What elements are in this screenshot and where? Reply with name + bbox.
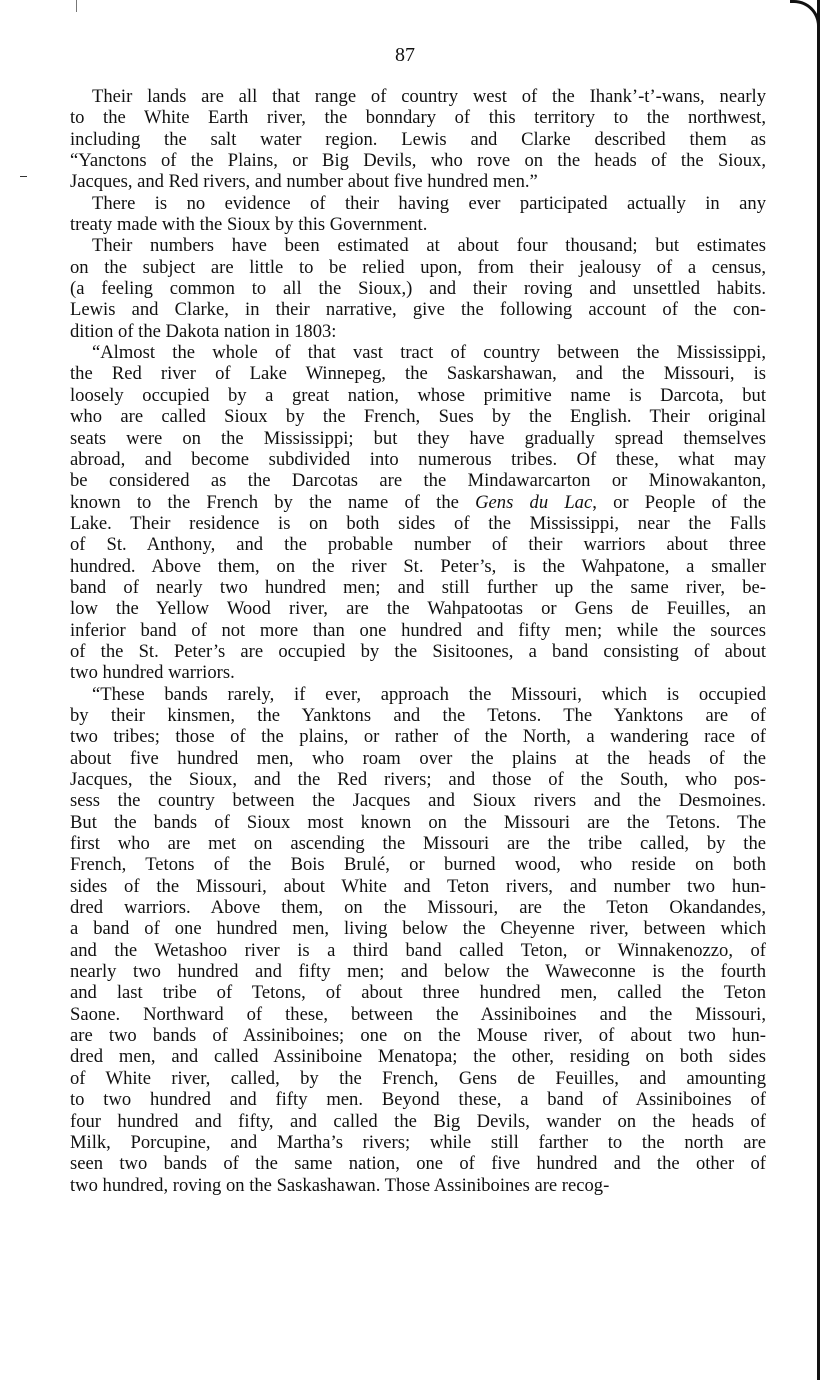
text-line: Milk, Porcupine, and Martha’s rivers; while still farther to the north are xyxy=(70,1131,766,1153)
text-line: But the bands of Sioux most known on the Missouri are the Tetons. The xyxy=(70,811,766,833)
text-line: dition of the Dakota nation in 1803: xyxy=(70,320,337,342)
text-line: by their kinsmen, the Yanktons and the Tetons. The Yanktons are of xyxy=(70,704,766,726)
page-corner xyxy=(790,0,820,30)
paragraph xyxy=(70,684,766,1196)
paragraph xyxy=(70,235,766,342)
text-line: four hundred and fifty, and called the Big Devils, wander on the heads of xyxy=(70,1110,766,1132)
text-line: low the Yellow Wood river, are the Wahpatootas or Gens de Feuilles, an xyxy=(70,598,766,620)
italic-phrase: Gens du Lac xyxy=(475,491,593,513)
text-line: sess the country between the Jacques and Sioux rivers and the Desmoines. xyxy=(70,790,766,812)
text-line: of White river, called, by the French, Gens de Feuilles, and amounting xyxy=(70,1067,766,1089)
text-line: on the subject are little to be relied upon, from their jealousy of a census, xyxy=(70,256,766,278)
text-line: two tribes; those of the plains, or rather of the North, a wandering race of xyxy=(70,726,766,748)
paragraph xyxy=(70,342,766,684)
paragraph xyxy=(70,86,766,193)
text-line: are two bands of Assiniboines; one on the Mouse river, of about two hun- xyxy=(70,1025,766,1047)
text-line: of the St. Peter’s are occupied by the Sisitoones, a band consisting of about xyxy=(70,640,766,662)
text-line: the Red river of Lake Winnepeg, the Saskarshawan, and the Missouri, is xyxy=(70,363,766,385)
text-line: and last tribe of Tetons, of about three hundred men, called the Teton xyxy=(70,982,766,1004)
body-text xyxy=(70,86,766,1196)
text-line: “Almost the whole of that vast tract of country between the Mississippi, xyxy=(92,342,766,364)
text-line: inferior band of not more than one hundred and fifty men; while the sources xyxy=(70,619,766,641)
text-line: Their numbers have been estimated at about four thousand; but estimates xyxy=(92,235,766,257)
text-line: (a feeling common to all the Sioux,) and their roving and unsettled habits. xyxy=(70,278,766,300)
text-line: dred men, and called Assiniboine Menatopa; the other, residing on both sides xyxy=(70,1046,766,1068)
text-line: treaty made with the Sioux by this Government. xyxy=(70,214,428,236)
text-line: including the salt water region. Lewis and Clarke described them as xyxy=(70,128,766,150)
text-line: about five hundred men, who roam over the plains at the heads of the xyxy=(70,747,766,769)
text-line: two hundred warriors. xyxy=(70,662,235,684)
text-line: nearly two hundred and fifty men; and below the Waweconne is the fourth xyxy=(70,961,766,983)
text-line: first who are met on ascending the Missouri are the tribe called, by the xyxy=(70,833,766,855)
text-line: seats were on the Mississippi; but they have gradually spread themselves xyxy=(70,427,766,449)
text-line: sides of the Missouri, about White and Teton rivers, and number two hun- xyxy=(70,875,766,897)
text-line: hundred. Above them, on the river St. Peter’s, is the Wahpatone, a smaller xyxy=(70,555,766,577)
text-line: be considered as the Darcotas are the Mindawarcarton or Minowakanton, xyxy=(70,470,766,492)
text-line: “Yanctons of the Plains, or Big Devils, who rove on the heads of the Sioux, xyxy=(70,150,766,172)
text-line: band of nearly two hundred men; and still further up the same river, be- xyxy=(70,576,766,598)
text-line: seen two bands of the same nation, one of five hundred and the other of xyxy=(70,1153,766,1175)
text-line: Lake. Their residence is on both sides of the Mississippi, near the Falls xyxy=(70,512,766,534)
text-line: known to the French by the name of the Gens du Lac, or People of the xyxy=(70,491,766,513)
text-line: Lewis and Clarke, in their narrative, give the following account of the con- xyxy=(70,299,766,321)
page-number: 87 xyxy=(395,44,415,66)
text-line: “These bands rarely, if ever, approach the Missouri, which is occupied xyxy=(92,683,766,705)
text-line: a band of one hundred men, living below the Cheyenne river, between which xyxy=(70,918,766,940)
text-line: French, Tetons of the Bois Brulé, or burned wood, who reside on both xyxy=(70,854,766,876)
text-line: dred warriors. Above them, on the Missouri, are the Teton Okandandes, xyxy=(70,897,766,919)
scan-mark-margin xyxy=(20,176,27,177)
text-line: and the Wetashoo river is a third band called Teton, or Winnakenozzo, of xyxy=(70,939,766,961)
text-line: Jacques, and Red rivers, and number about five hundred men.” xyxy=(70,171,538,193)
text-line: of St. Anthony, and the probable number of their warriors about three xyxy=(70,534,766,556)
text-line: to the White Earth river, the bonndary of this territory to the northwest, xyxy=(70,107,766,129)
text-line: to two hundred and fifty men. Beyond these, a band of Assiniboines of xyxy=(70,1089,766,1111)
text-line: loosely occupied by a great nation, whose primitive name is Darcota, but xyxy=(70,384,766,406)
text-line: abroad, and become subdivided into numerous tribes. Of these, what may xyxy=(70,448,766,470)
text-line: There is no evidence of their having ever participated actually in any xyxy=(92,192,766,214)
text-line: Jacques, the Sioux, and the Red rivers; and those of the South, who pos- xyxy=(70,769,766,790)
text-line: Their lands are all that range of country west of the Ihank’-t’-wans, nearly xyxy=(92,86,766,107)
text-line: who are called Sioux by the French, Sues by the English. Their original xyxy=(70,406,766,428)
paragraph xyxy=(70,193,766,236)
text-line: two hundred, roving on the Saskashawan. Those Assiniboines are recog- xyxy=(70,1174,610,1196)
scan-mark-top xyxy=(76,0,77,12)
text-line: Saone. Northward of these, between the Assiniboines and the Missouri, xyxy=(70,1003,766,1025)
